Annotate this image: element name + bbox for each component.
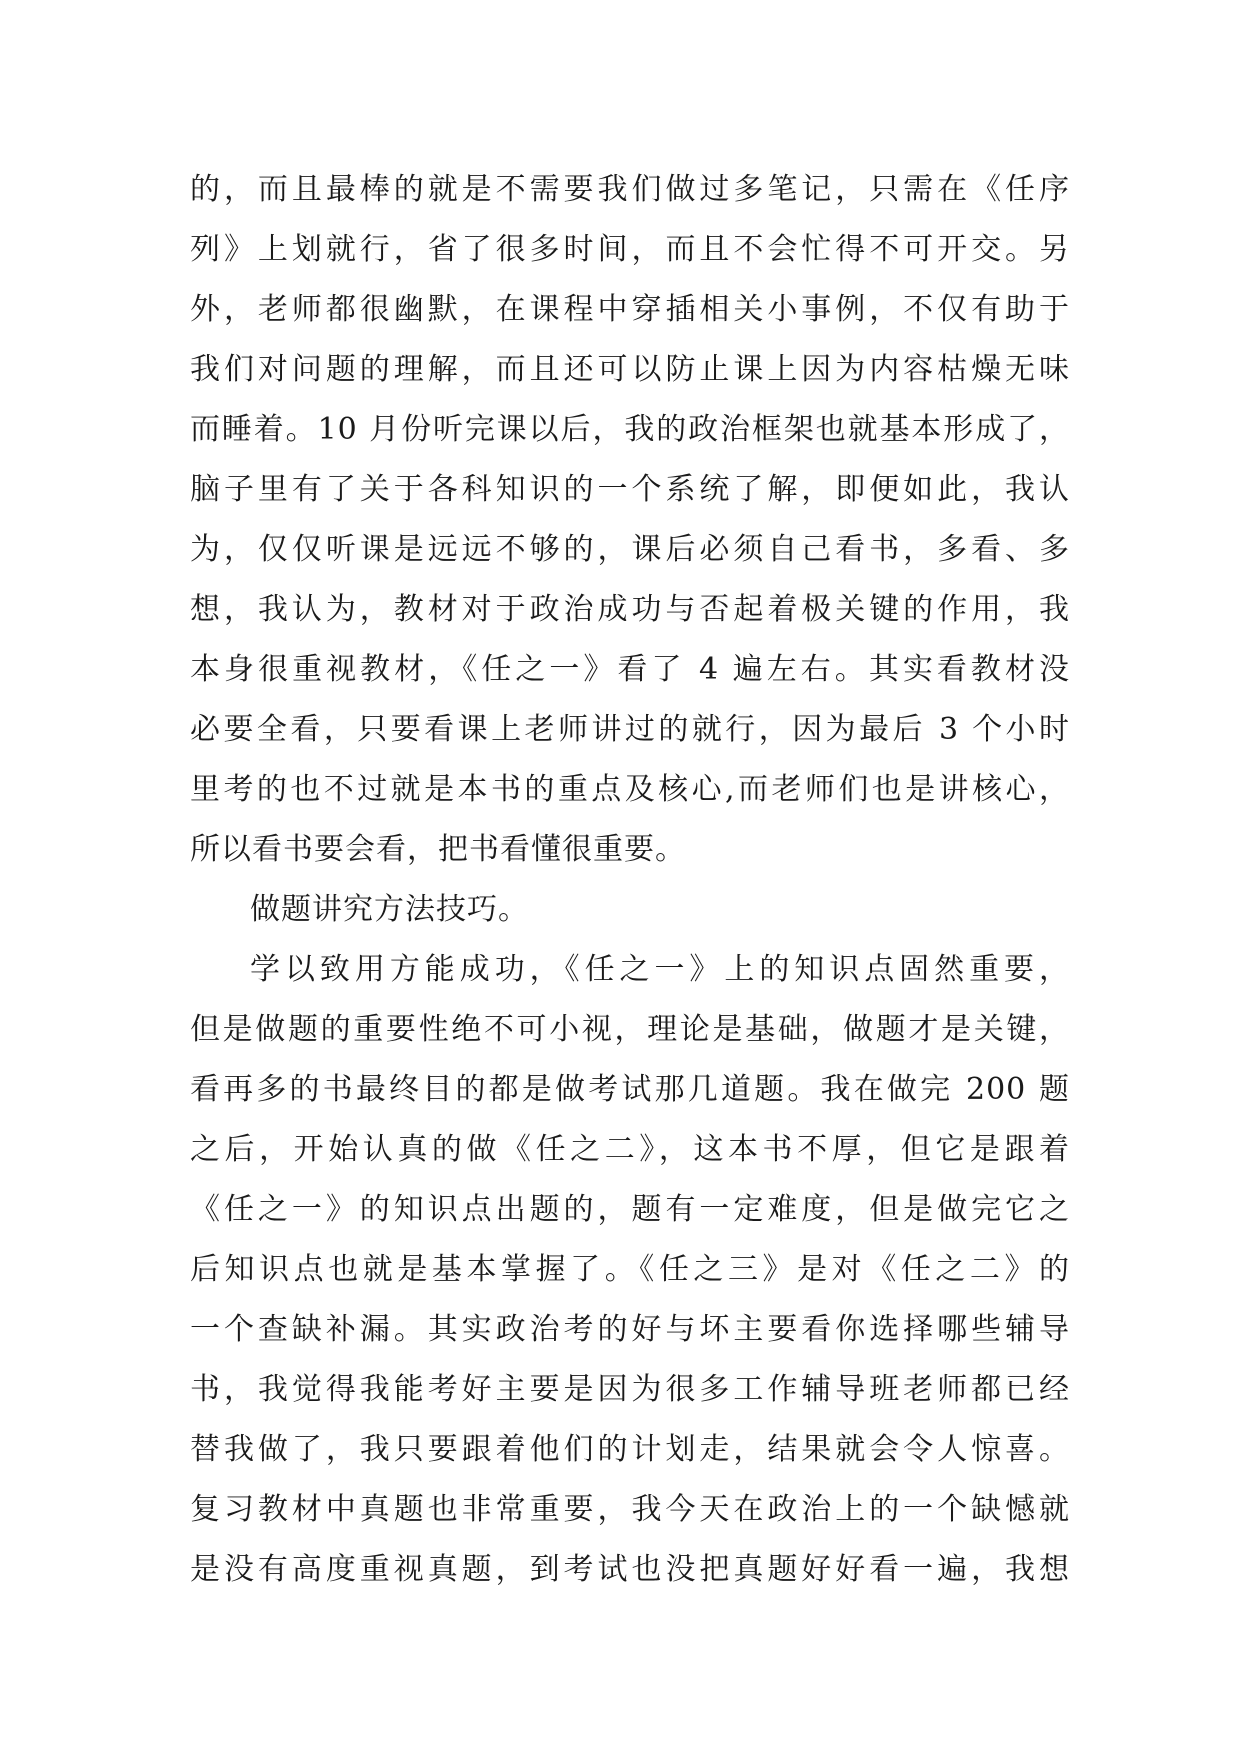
section-heading-line: 做题讲究方法技巧。 bbox=[250, 892, 529, 927]
document-body bbox=[190, 160, 1070, 1600]
text-line: 看再多的书最终目的都是做考试那几道题。我在做完 200 题 bbox=[190, 1072, 1070, 1107]
text-line: 列》上划就行，省了很多时间，而且不会忙得不可开交。另 bbox=[190, 232, 1070, 267]
text-line: 我们对问题的理解，而且还可以防止课上因为内容枯燥无味 bbox=[190, 352, 1070, 387]
text-line: 脑子里有了关于各科知识的一个系统了解，即便如此，我认 bbox=[190, 472, 1070, 507]
text-line: 的，而且最棒的就是不需要我们做过多笔记，只需在《任序 bbox=[190, 172, 1070, 207]
text-line: 复习教材中真题也非常重要，我今天在政治上的一个缺憾就 bbox=[190, 1492, 1070, 1527]
text-line: 书，我觉得我能考好主要是因为很多工作辅导班老师都已经 bbox=[190, 1372, 1070, 1407]
paragraph-start-line: 学以致用方能成功，《任之一》上的知识点固然重要， bbox=[250, 952, 1070, 987]
text-line: 里考的也不过就是本书的重点及核心,而老师们也是讲核心， bbox=[190, 772, 1070, 807]
text-line: 外，老师都很幽默，在课程中穿插相关小事例，不仅有助于 bbox=[190, 292, 1070, 327]
paragraph-end-line: 所以看书要会看，把书看懂很重要。 bbox=[190, 832, 686, 867]
text-line: 《任之一》的知识点出题的，题有一定难度，但是做完它之 bbox=[190, 1192, 1070, 1227]
text-line: 为，仅仅听课是远远不够的，课后必须自己看书，多看、多 bbox=[190, 532, 1070, 567]
text-line: 但是做题的重要性绝不可小视，理论是基础，做题才是关键， bbox=[190, 1012, 1070, 1047]
text-line: 必要全看，只要看课上老师讲过的就行，因为最后 3 个小时 bbox=[190, 712, 1070, 747]
text-line: 后知识点也就是基本掌握了。《任之三》是对《任之二》的 bbox=[190, 1252, 1070, 1287]
text-line: 替我做了，我只要跟着他们的计划走，结果就会令人惊喜。 bbox=[190, 1432, 1070, 1467]
text-line: 本身很重视教材，《任之一》看了 4 遍左右。其实看教材没 bbox=[190, 652, 1070, 687]
text-line: 一个查缺补漏。其实政治考的好与坏主要看你选择哪些辅导 bbox=[190, 1312, 1070, 1347]
text-line: 之后，开始认真的做《任之二》，这本书不厚，但它是跟着 bbox=[190, 1132, 1070, 1167]
text-line: 是没有高度重视真题，到考试也没把真题好好看一遍，我想 bbox=[190, 1552, 1070, 1587]
text-line: 想，我认为，教材对于政治成功与否起着极关键的作用，我 bbox=[190, 592, 1070, 627]
text-line: 而睡着。10 月份听完课以后，我的政治框架也就基本形成了， bbox=[190, 412, 1070, 447]
